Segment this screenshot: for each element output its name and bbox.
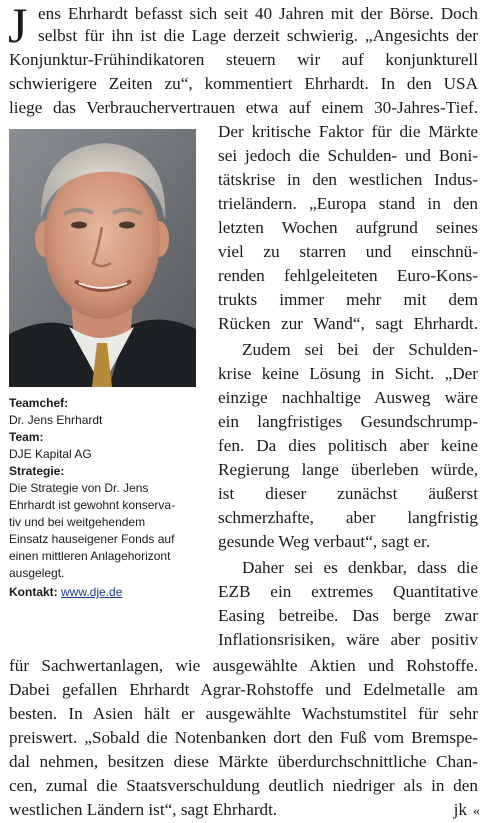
body-line-8: tätskrise in den westlichen Indus- [218,170,478,189]
author-signature [448,799,480,823]
body-line-25: EZB ein extremes Quantitative [218,582,478,601]
body-line-16: krise keine Lösung in Sicht. „Der [218,364,478,383]
body-line-27: Inflationsrisiken, wäre aber positiv [218,630,478,649]
body-line-14: Rücken zur Wand“, sagt Ehrhardt. [218,314,478,333]
sidebar-strategie-line-4: Einsatz hauseigener Fonds auf [9,532,175,546]
body-line-10: letzten Wochen aufgrund seines [218,218,478,237]
sidebar-kontakt [9,584,209,600]
signature-initials: jk [453,800,467,819]
body-line-24: Daher sei es denkbar, dass die [242,558,478,577]
sidebar-strategie-line-6: ausgelegt. [9,566,65,580]
body-line-18: ein langfristiges Gesundschrump- [218,412,478,431]
end-mark: « [473,804,480,819]
body-line-32: dal nehmen, besitzen diese Märkte überdurchschnittliche Chan- [9,752,478,771]
body-line-34: westlichen Ländern ist“, sagt Ehrhardt. [9,800,278,819]
portrait-photo [9,129,196,387]
body-line-28: für Sachwertanlagen, wie ausgewählte Aktien und Rohstoffe. [9,656,478,675]
sidebar-strategie-label: Strategie: [9,464,65,478]
kontakt-link[interactable]: www.dje.de [61,585,123,599]
sidebar-teamchef-label: Teamchef: [9,396,69,410]
body-line-11: viel zu starren und einschnü- [218,242,478,261]
sidebar-strategie-line-2: Ehrhardt ist gewohnt konserva- [9,498,176,512]
body-line-22: schmerzhafte, aber langfristig [218,508,478,527]
drop-cap: J [8,0,28,53]
body-line-23: gesunde Weg verbaut“, sagt er. [218,532,431,551]
body-line-3: Konjunktur-Frühindikatoren steuern wir auf konjunkturell [9,50,478,69]
body-line-19: fen. Da dies politisch aber keine [218,436,478,455]
body-line-15: Zudem sei bei der Schulden- [242,340,478,359]
body-line-4: schwierigere Zeiten zu“, kommentiert Ehrhardt. In den USA [9,74,478,93]
body-line-20: Regierung lange überleben würde, [218,460,478,479]
sidebar-teamchef-value: Dr. Jens Ehrhardt [9,413,103,427]
portrait-photo-image [9,129,196,387]
body-line-33: cen, zumal die Staatsverschuldung deutlich niedriger als in den [9,776,478,795]
body-line-26: Easing betreibe. Das berge zwar [218,606,478,625]
sidebar-kontakt-label: Kontakt: [9,585,58,599]
sidebar-team-label: Team: [9,430,44,444]
body-line-30: besten. In Asien hält er ausgewählte Wachstumstitel für sehr [9,704,478,723]
body-line-1: ens Ehrhardt befasst sich seit 40 Jahren mit der Börse. Doch [38,4,478,23]
sidebar-strategie-line-1: Die Strategie von Dr. Jens [9,481,149,495]
body-line-9: trieländern. „Europa stand in den [218,194,478,213]
sidebar-strategie-line-5: einen mittleren Anlagehorizont [9,549,171,563]
sidebar-team-value: DJE Kapital AG [9,447,92,461]
body-line-29: Dabei gefallen Ehrhardt Agrar-Rohstoffe und Edelmetalle am [9,680,478,699]
body-line-5: liege das Verbrauchervertrauen etwa auf einem 30-Jahres-Tief. [9,98,478,117]
body-line-13: trukts immer mehr mit dem [218,290,478,309]
body-line-12: renden fehlgeleiteten Euro-Kons- [218,266,478,285]
body-line-2: selbst für ihn ist die Lage derzeit schwierig. „Angesichts der [38,26,478,45]
body-line-21: ist dieser zunächst äußerst [218,484,478,503]
sidebar-strategie-line-3: tiv und bei weitgehendem [9,515,146,529]
body-line-31: preiswert. „Sobald die Notenbanken dort den Fuß vom Bremspe- [9,728,478,747]
body-line-6: Der kritische Faktor für die Märkte [218,122,478,141]
body-line-17: einzige nachhaltige Ausweg wäre [218,388,478,407]
body-line-7: sei jedoch die Schulden- und Boni- [218,146,478,165]
